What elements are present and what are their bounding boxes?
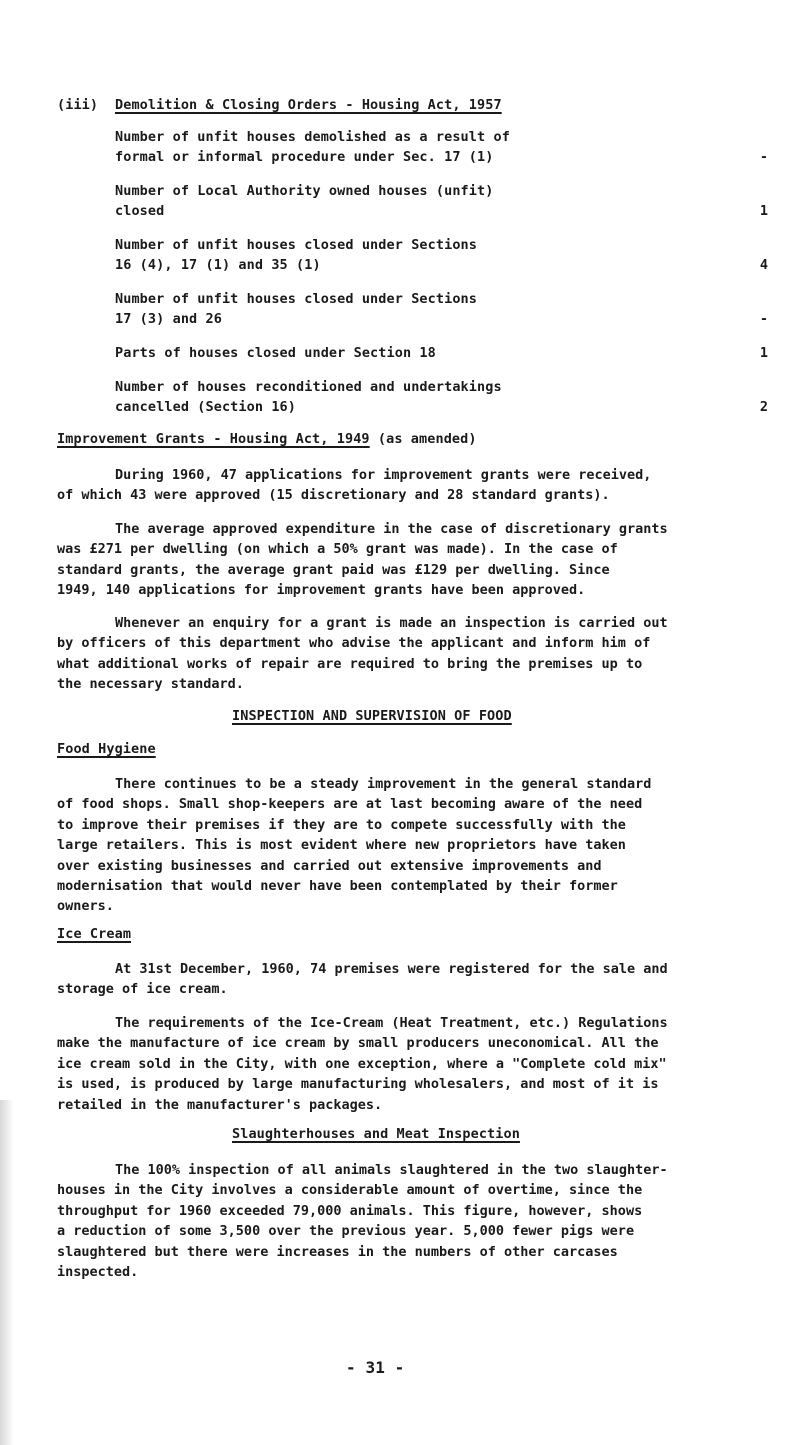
improvement-paragraph-2: The average approved expenditure in the case of discretionary grants was £271 per dwelling (on which a 50% grant was made). In the case of standard grants, the average grant paid was £129 per dwelling. Since 1949, 140 applications for improvement grants have been approved. <box>57 521 668 599</box>
food-hygiene-heading: Food Hygiene <box>57 741 156 757</box>
section-number: (iii) <box>57 97 99 113</box>
food-section-heading: INSPECTION AND SUPERVISION OF FOOD <box>232 708 512 724</box>
item-6-line-1: Number of houses reconditioned and undertakings <box>115 379 502 395</box>
item-3-value: 4 <box>759 257 768 273</box>
item-3-line-1: Number of unfit houses closed under Sections <box>115 237 478 253</box>
section-heading: Demolition & Closing Orders - Housing Act, 1957 <box>115 97 502 113</box>
improvement-grants-heading-suffix: (as amended) <box>369 431 477 447</box>
slaughterhouses-paragraph: The 100% inspection of all animals slaughtered in the two slaughter- houses in the City involves a considerable amount of overtime, since the throughput for 1960 exceeded 79,000 animals. This figure, however, shows a reduction of some 3,500 over the previous year. 5,000 fewer pigs were slaughtered but there were increases in the numbers of other carcases inspected. <box>57 1162 668 1281</box>
item-1-line-1: Number of unfit houses demolished as a result of <box>115 129 510 145</box>
ice-cream-heading: Ice Cream <box>57 926 132 942</box>
item-1-value: - <box>759 149 768 165</box>
improvement-paragraph-3: Whenever an enquiry for a grant is made an inspection is carried out by officers of this department who advise the applicant and inform him of what additional works of repair are required to bring the premises up to the necessary standard. <box>57 615 668 693</box>
item-3-line-2: 16 (4), 17 (1) and 35 (1) <box>115 257 321 273</box>
item-2-line-1: Number of Local Authority owned houses (unfit) <box>115 183 494 199</box>
ice-cream-paragraph-1: At 31st December, 1960, 74 premises were registered for the sale and storage of ice cream. <box>57 961 668 998</box>
item-5-value: 1 <box>759 345 768 361</box>
item-1-line-2: formal or informal procedure under Sec. 17 (1) <box>115 149 494 165</box>
item-5-line-1: Parts of houses closed under Section 18 <box>115 345 436 361</box>
improvement-grants-heading-underlined: Improvement Grants - Housing Act, 1949 <box>57 431 370 447</box>
item-4-line-1: Number of unfit houses closed under Sections <box>115 291 478 307</box>
improvement-paragraph-1: During 1960, 47 applications for improvement grants were received, of which 43 were approved (15 discretionary and 28 standard grants). <box>57 467 652 504</box>
food-hygiene-paragraph: There continues to be a steady improvement in the general standard of food shops. Small shop-keepers are at last becoming aware of the need to improve their premises if they are to compete successfully with the large retailers. This is most evident where new proprietors have taken over existing businesses and carried out extensive improvements and modernisation that would never have been contemplated by their former owners. <box>57 776 652 915</box>
page-number: - 31 - <box>346 1358 405 1377</box>
item-6-value: 2 <box>759 399 768 415</box>
item-2-line-2: closed <box>115 203 165 219</box>
scan-edge-shadow <box>0 1100 14 1445</box>
slaughterhouses-heading: Slaughterhouses and Meat Inspection <box>232 1126 520 1142</box>
ice-cream-paragraph-2: The requirements of the Ice-Cream (Heat Treatment, etc.) Regulations make the manufacture of ice cream by small producers uneconomical. All the ice cream sold in the City, with one exception, where a "Complete cold mix" is used, is produced by large manufacturing wholesalers, and most of it is retailed in the manufacturer's packages. <box>57 1015 668 1113</box>
item-2-value: 1 <box>759 203 768 219</box>
item-6-line-2: cancelled (Section 16) <box>115 399 297 415</box>
improvement-grants-heading <box>57 431 477 447</box>
item-4-value: - <box>759 311 768 327</box>
item-4-line-2: 17 (3) and 26 <box>115 311 222 327</box>
